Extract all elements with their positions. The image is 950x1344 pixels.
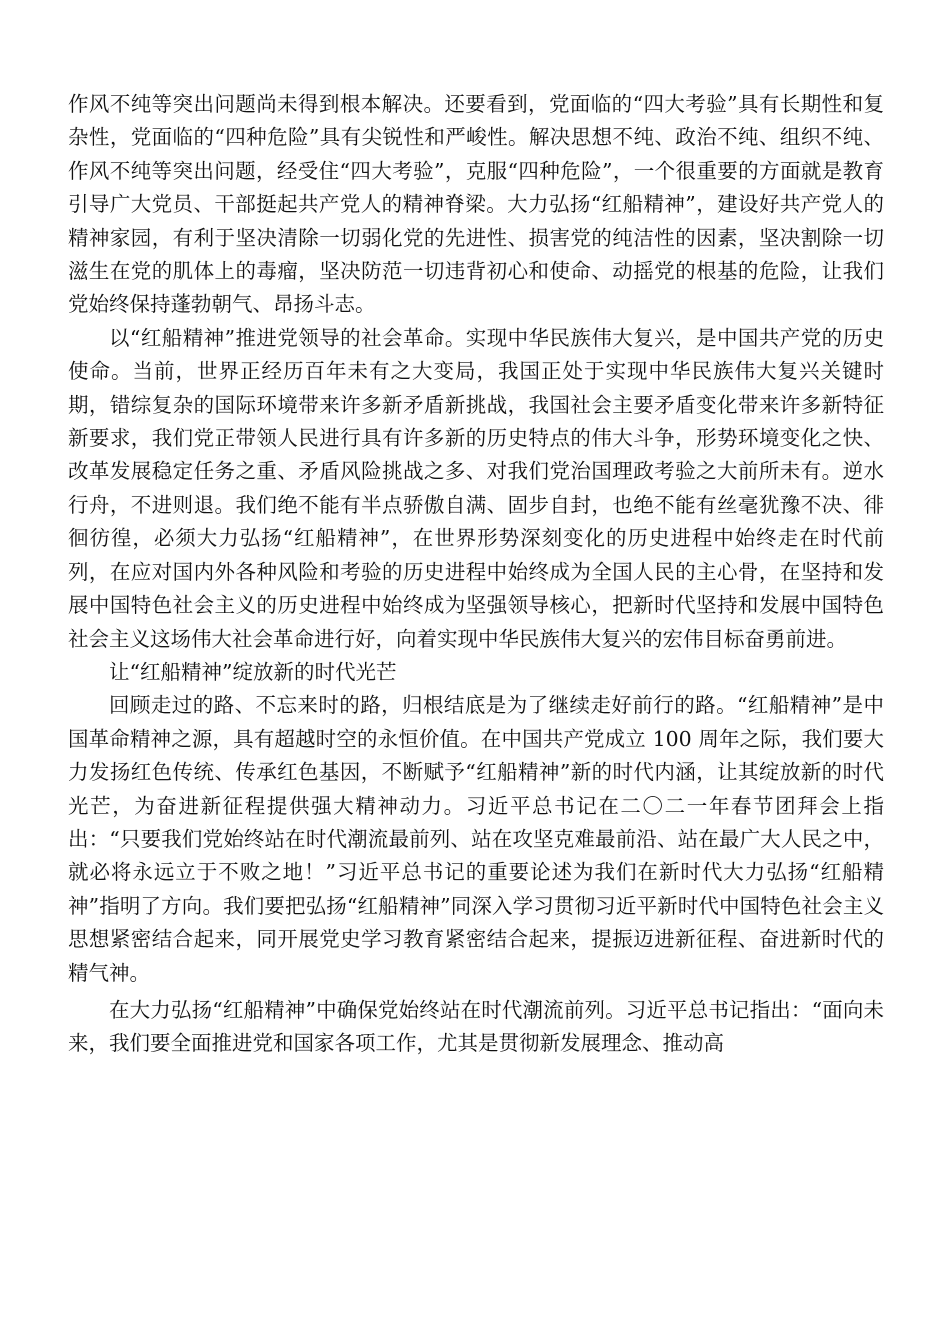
- document-body: [68, 88, 884, 1061]
- paragraph-social-revolution: 以“红船精神”推进党领导的社会革命。实现中华民族伟大复兴，是中国共产党的历史使命。当前，世界正经历百年未有之大变局，我国正处于实现中华民族伟大复兴关键时期，错综复杂的国际环境带来许多新矛盾新挑战，我国社会主要矛盾变化带来许多新特征新要求，我们党正带领人民进行具有许多新的历史特点的伟大斗争，形势环境变化之快、改革发展稳定任务之重、矛盾风险挑战之多、对我们党治国理政考验之大前所未有。逆水行舟，不进则退。我们绝不能有半点骄傲自满、固步自封，也绝不能有丝毫犹豫不决、徘徊彷徨，必须大力弘扬“红船精神”，在世界形势深刻变化的历史进程中始终走在时代前列，在应对国内外各种风险和考验的历史进程中始终成为全国人民的主心骨，在坚持和发展中国特色社会主义的历史进程中始终成为坚强领导核心，把新时代坚持和发展中国特色社会主义这场伟大社会革命进行好，向着实现中华民族伟大复兴的宏伟目标奋勇前进。: [68, 325, 884, 651]
- paragraph-continued: 作风不纯等突出问题尚未得到根本解决。还要看到，党面临的“四大考验”具有长期性和复杂性，党面临的“四种危险”具有尖锐性和严峻性。解决思想不纯、政治不纯、组织不纯、作风不纯等突出问题，经受住“四大考验”，克服“四种危险”，一个很重要的方面就是教育引导广大党员、干部挺起共产党人的精神脊梁。大力弘扬“红船精神”，建设好共产党人的精神家园，有利于坚决清除一切弱化党的先进性、损害党的纯洁性的因素，坚决割除一切滋生在党的肌体上的毒瘤，坚决防范一切违背初心和使命、动摇党的根基的危险，让我们党始终保持蓬勃朝气、昂扬斗志。: [68, 92, 884, 317]
- section-heading: 让“红船精神”绽放新的时代光芒: [109, 659, 397, 684]
- paragraph-forefront: 在大力弘扬“红船精神”中确保党始终站在时代潮流前列。习近平总书记指出：“面向未来，我们要全面推进党和国家各项工作，尤其是贯彻新发展理念、推动高: [68, 997, 884, 1056]
- paragraph-review-path: 回顾走过的路、不忘来时的路，归根结底是为了继续走好前行的路。“红船精神”是中国革命精神之源，具有超越时空的永恒价值。在中国共产党成立 100 周年之际，我们要大力发扬红色传统、传承红色基因，不断赋予“红船精神”新的时代内涵，让其绽放新的时代光芒，为奋进新征程提供强大精神动力。习近平总书记在二〇二一年春节团拜会上指出：“只要我们党始终站在时代潮流最前列、站在攻坚克难最前沿、站在最广大人民之中，就必将永远立于不败之地！”习近平总书记的重要论述为我们在新时代大力弘扬“红船精神”指明了方向。我们要把弘扬“红船精神”同深入学习贯彻习近平新时代中国特色社会主义思想紧密结合起来，同开展党史学习教育紧密结合起来，提振迈进新征程、奋进新时代的精气神。: [68, 693, 884, 985]
